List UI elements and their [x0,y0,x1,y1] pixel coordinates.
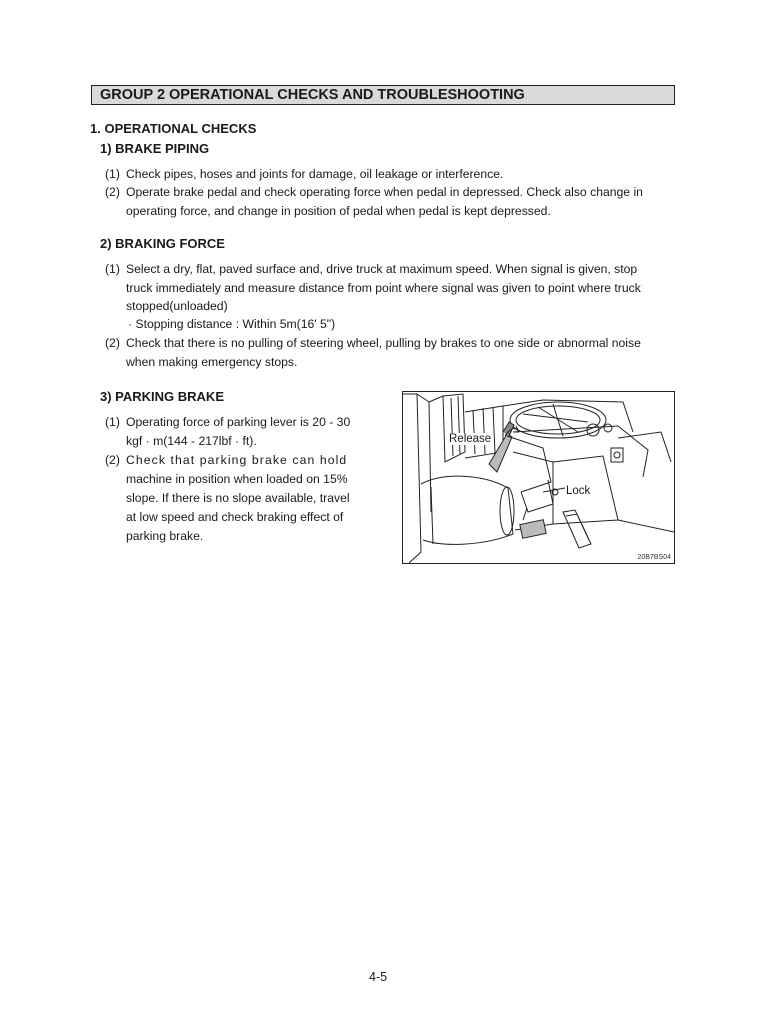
item-text: Select a dry, flat, paved surface and, drive truck at maximum speed. When signal is given, stop [126,262,638,276]
lock-label: Lock [566,485,591,497]
item-text: operating force, and change in position of pedal when pedal is kept depressed. [126,204,551,218]
braking-force-item-2 [105,334,680,374]
item-number: (1) [105,415,120,429]
item-number: (1) [105,167,120,181]
item-text: Operate brake pedal and check operating force when pedal in depressed. Check also change in [126,185,643,199]
stopping-distance-note: · Stopping distance : Within 5m(16' 5") [128,317,336,331]
parking-brake-illustration [402,391,675,564]
brake-piping-item-1 [105,165,680,185]
item-text: when making emergency stops. [126,355,298,369]
subsection-title-brake-piping: 1) BRAKE PIPING [100,141,210,156]
parking-brake-item-1 [105,413,375,453]
item-text: Operating force of parking lever is 20 - 30 [126,415,351,429]
parking-lever-drawing [403,392,674,563]
item-text: machine in position when loaded on 15% [126,472,348,486]
parking-brake-item-2 [105,451,375,547]
group-header: GROUP 2 OPERATIONAL CHECKS AND TROUBLESHOOTING [91,85,675,105]
item-text: Check pipes, hoses and joints for damage, oil leakage or interference. [126,167,504,181]
item-text: kgf · m(144 - 217lbf · ft). [126,434,257,448]
item-text: stopped(unloaded) [126,299,228,313]
section-title: 1. OPERATIONAL CHECKS [90,121,257,136]
item-number: (2) [105,336,120,350]
item-text: parking brake. [126,529,204,543]
subsection-title-braking-force: 2) BRAKING FORCE [100,236,225,251]
item-number: (1) [105,262,120,276]
item-number: (2) [105,185,120,199]
braking-force-item-1 [105,260,680,318]
item-text: at low speed and check braking effect of [126,510,344,524]
subsection-title-parking-brake: 3) PARKING BRAKE [100,389,224,404]
item-text: truck immediately and measure distance from point where signal was given to point where truck [126,281,641,295]
page-number: 4-5 [369,970,388,984]
item-text: Check that parking brake can hold [126,453,348,467]
release-label: Release [449,433,492,445]
item-text: Check that there is no pulling of steering wheel, pulling by brakes to one side or abnormal noise [126,336,641,350]
brake-piping-item-2 [105,183,680,223]
item-number: (2) [105,453,120,467]
item-text: slope. If there is no slope available, travel [126,491,350,505]
illustration-code: 20B7BS04 [637,554,671,561]
